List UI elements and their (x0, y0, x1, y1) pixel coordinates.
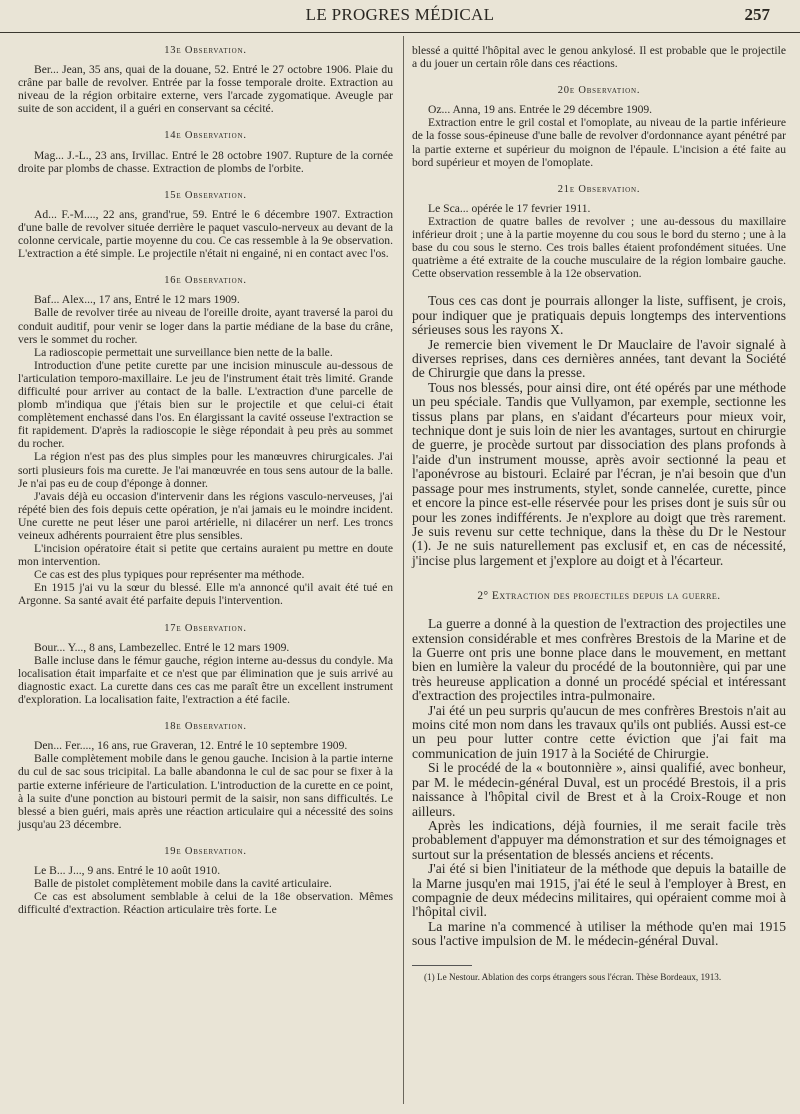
column-divider (403, 36, 404, 1104)
paragraph: La région n'est pas des plus simples pour les manœuvres chirurgicales. J'ai sorti plusieurs fois ma curette. Je l'ai manœuvrée en tous sens autour de la balle. Je n'ai pas eu de coup d'éponge à donner. (18, 450, 393, 490)
body-paragraph: J'ai été un peu surpris qu'aucun de mes confrères Brestois n'ait au moins cité mon nom dans les travaux qu'ils ont publiés. Aussi est-ce un peu pour lutter contre cette éviction que j'ai fait ma communication de juin 1917 à la Société de Chirurgie. (412, 702, 786, 761)
paragraph: Ce cas est des plus typiques pour représenter ma méthode. (34, 568, 305, 582)
body-paragraph: La guerre a donné à la question de l'extraction des projectiles une extension considérable et mes confrères Brestois de la Marine et de la Guerre ont pris une bonne place dans le mouvement, en mettant bien en lumière la valeur du procédé de la boutonnière, qui par une très heureuse application a donné un procédé spécial et intéressant d'extraction des projectiles intra-pulmonaire. (412, 616, 786, 704)
paragraph: Extraction de quatre balles de revolver ; une au-dessous du maxillaire inférieur droit ; une à la partie moyenne du cou sous le bord du sterno ; une à la base du cou sous le sterno. Ces trois balles étaient profondément situées. Une quatrième a été extraite de la couche musculaire de la région lombaire gauche. Cette observation ressemble à la 12e observation. (412, 214, 786, 281)
body-paragraph: Après les indications, déjà fournies, il me serait facile très probablement d'appuyer ma démonstration et sur des témoignages et surtout sur la présentation de blessés anciens et récents. (412, 817, 786, 862)
paragraph: Le Sca... opérée le 17 fevrier 1911. (428, 201, 591, 215)
paragraph: Ber... Jean, 35 ans, quai de la douane, 52. Entré le 27 octobre 1906. Plaie du crâne par balle de revolver. Entrée par la fosse temporale droite. Extraction au niveau de la région orbitaire externe, vers l'arcade zygomatique. Aveugle par suite de son accident, il a guéri en conservant sa cécité. (18, 63, 393, 116)
right-column (412, 44, 786, 983)
paragraph: Ad... F.-M...., 22 ans, grand'rue, 59. Entré le 6 décembre 1907. Extraction d'une balle de revolver située derrière le paquet vasculo-nerveux au devant de la colonne cervicale, partie moyenne du cou. Ce cas ressemble à la 9e observation. L'extraction a été simple. Le projectile n'était ni engainé, ni en contact avec l'os. (18, 207, 393, 261)
body-paragraph: La marine n'a commencé à utiliser la méthode qu'en mai 1915 sous l'active impulsion de M. le médecin-général Duval. (412, 918, 786, 949)
footnote: (1) Le Nestour. Ablation des corps étrangers sous l'écran. Thèse Bordeaux, 1913. (424, 971, 722, 982)
paragraph: Ce cas est absolument semblable à celui de la 18e observation. Mêmes difficulté d'extraction. Réaction articulaire très forte. Le (18, 890, 393, 917)
paragraph: La radioscopie permettait une surveillance bien nette de la balle. (34, 345, 333, 359)
paragraph: Den... Fer...., 16 ans, rue Graveran, 12. Entré le 10 septembre 1909. (34, 739, 348, 753)
observation-heading: 20e Observation. (557, 85, 641, 97)
paragraph: blessé a quitté l'hôpital avec le genou ankylosé. Il est probable que le projectile a du jouer un certain rôle dans ces réactions. (412, 44, 786, 71)
paragraph: Introduction d'une petite curette par une incision minuscule au-dessous de l'articulation temporo-maxillaire. Le jeu de l'instrument était très limité. Grande difficulté pour arriver au contact de la balle. L'extraction d'une parcelle de plomb m'indiqua que j'étais bien sur le projectile et que celui-ci était complètement enchassé dans l'os. En élargissant la cavité osseuse l'extraction se fit rapidement. D'après la radioscopie le siège répondait à peu près au sommet du rocher. (18, 358, 393, 451)
footnote-rule (412, 965, 472, 966)
observation-heading: 17e Observation. (164, 622, 247, 634)
observation-heading: 13e Observation. (164, 45, 247, 56)
paragraph: Balle de pistolet complètement mobile dans la cavité articulaire. (34, 877, 332, 891)
paragraph: En 1915 j'ai vu la sœur du blessé. Elle m'a annoncé qu'il avait été tué en Argonne. Sa santé avait été parfaite depuis l'intervention. (18, 581, 393, 608)
paragraph: Balle de revolver tirée au niveau de l'oreille droite, ayant traversé la paroi du conduit auditif, pour venir se loger dans la partie médiane de la base du crâne, vers le sommet du rocher. (18, 306, 393, 346)
observation-heading: 19e Observation. (164, 845, 247, 857)
body-paragraph: Si le procédé de la « boutonnière », ainsi qualifié, avec bonheur, par M. le médecin-général Duval, est un procédé Brestois, il a pris naissance à l'hôpital civil de Brest et à la Croix-Rouge et non ailleurs. (412, 760, 786, 819)
body-paragraph: Tous nos blessés, pour ainsi dire, ont été opérés par une méthode un peu spéciale. Tandis que Vullyamon, par exemple, sectionne les tissus plans par plans, en s'aidant d'écarteurs pour mieux voir, technique dont je suis loin de nier les avantages, surtout en chirurgie de guerre, je procède surtout par dissociation des plans profonds à l'aide d'un instrument mousse, après avoir sectionné la peau et l'aponévrose au bistouri. Eclairé par l'écran, je n'ai besoin que d'un passage pour mes instruments, stylet, sonde cannelée, curette, pince et encore la pince est-elle réservée pour les prises dont je suis sûr ou pour les zones indifférents. Je n'explore au doigt que très rarement. Je suis revenu sur cette technique, dans la thèse du Dr le Nestour (1). Je ne suis naturellement pas exclusif et, en cas de nécessité, j'incise plus largement et j'explore au doigt et à l'écarteur. (412, 379, 786, 568)
paragraph: J'avais déjà eu occasion d'intervenir dans les régions vasculo-nerveuses, j'ai répété bien des fois depuis cette opération, je n'ai jamais eu le moindre incident. Une curette ne peut léser une paroi artérielle, ni dilacérer un nerf. Les troncs veineux adhérents pourraient être plus sensibles. (18, 489, 393, 542)
paragraph: Le B... J..., 9 ans. Entré le 10 août 1910. (34, 863, 221, 877)
paragraph: Oz... Anna, 19 ans. Entrée le 29 décembre 1909. (428, 103, 653, 117)
page-number: 257 (744, 5, 770, 24)
body-paragraph: Tous ces cas dont je pourrais allonger la liste, suffisent, je crois, pour indiquer que je pratiquais depuis longtemps des interventions sérieuses sous les rayons X. (412, 293, 786, 338)
paragraph: Balle complètement mobile dans le genou gauche. Incision à la partie interne du cul de sac sous tricipital. La balle abandonna le cul de sac pour se fixer à la partie externe inférieure de l'articulation. L'introduction de la curette en ce point, à la suite d'une ponction au bistouri permit de la saisir, non sans difficultés. Le blessé a bien guéri, mais après une réaction articulaire qui a nécessité des soins jusqu'au 23 décembre. (18, 752, 393, 831)
body-paragraph: J'ai été si bien l'initiateur de la méthode que depuis la bataille de la Marne jusqu'en mai 1915, j'ai été le seul à l'employer à Brest, en compagnie de deux médecins militaires, qui opéraient comme moi à l'hôpital civil. (412, 861, 786, 920)
observation-heading: 21e Observation. (557, 183, 641, 195)
paragraph: Baf... Alex..., 17 ans, Entré le 12 mars 1909. (34, 293, 240, 307)
paragraph: Mag... J.-L., 23 ans, Irvillac. Entré le 28 octobre 1907. Rupture de la cornée droite par plombs de chasse. Extraction de plombs de l'orbite. (18, 148, 393, 175)
observation-heading: 18e Observation. (164, 721, 247, 733)
page-header (0, 0, 800, 33)
left-column (18, 44, 393, 916)
observation-heading: 15e Observation. (164, 189, 247, 201)
section-heading: 2° Extraction des projectiles depuis la guerre. (477, 590, 721, 603)
body-paragraph: Je remercie bien vivement le Dr Mauclaire de l'avoir signalé à diverses reprises, dans ces dernières années, tant devant la Société de Chirurgie que dans la presse. (412, 336, 786, 381)
observation-heading: 14e Observation. (164, 130, 247, 142)
running-title: LE PROGRES MÉDICAL (305, 5, 495, 24)
paragraph: Bour... Y..., 8 ans, Lambezellec. Entré le 12 mars 1909. (34, 640, 290, 654)
observation-heading: 16e Observation. (164, 275, 247, 287)
paragraph: Extraction entre le gril costal et l'omoplate, au niveau de la partie inférieure de la fosse sous-épineuse d'une balle de revolver d'ordonnance ayant pénétré par la partie externe et supérieur du moignon de l'épaule. L'incision a été faite au bord supérieur et moyen de l'omoplate. (412, 116, 786, 169)
paragraph: Balle incluse dans le fémur gauche, région interne au-dessus du condyle. Ma localisation était imparfaite et ce n'est que par élimination que je suis arrivé au diagnostic exact. La curette dans ces cas me paraît être un excellent instrument d'exploration. La localisation faite, l'extraction a été facile. (18, 653, 393, 707)
paragraph: L'incision opératoire était si petite que certains auraient pu mettre en doute mon intervention. (18, 542, 393, 569)
